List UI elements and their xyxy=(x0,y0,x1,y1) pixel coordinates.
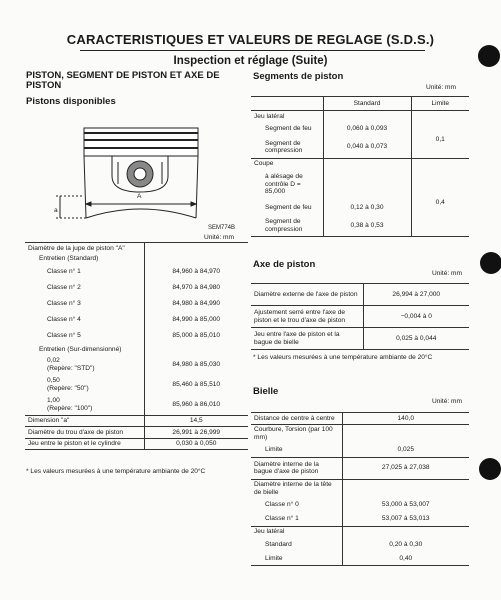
bielle-unit: Unité: mm xyxy=(432,398,463,405)
axe-row-3-value: 0,025 à 0,044 xyxy=(363,328,469,350)
classe-0-value: 53,000 à 53,007 xyxy=(342,498,469,512)
binder-hole-3 xyxy=(479,458,501,480)
title-rule xyxy=(80,50,425,51)
pistons-disponibles-title: Pistons disponibles xyxy=(26,96,116,107)
coupe-comp-value: 0,38 à 0,53 xyxy=(323,215,411,237)
classe-4-label: Classe n° 4 xyxy=(47,316,81,324)
oversize-2-sub: (Repère: "50") xyxy=(47,384,89,392)
piston-diagram xyxy=(40,118,240,233)
bielle-standard-value: 0,20 à 0,30 xyxy=(342,537,469,551)
oversize-2-label: 0,50 xyxy=(47,377,60,385)
classe-0-label: Classe n° 0 xyxy=(265,501,299,509)
bielle-standard-label: Standard xyxy=(265,540,292,548)
oversize-3-label: 1,00 xyxy=(47,397,60,405)
limite-2: 0,4 xyxy=(411,169,469,237)
classe-1-value: 84,960 à 84,970 xyxy=(144,264,248,280)
seg-comp-value: 0,040 à 0,073 xyxy=(323,137,411,159)
entretien-label: Entretien (Standard) xyxy=(39,255,99,263)
bielle-table xyxy=(251,412,469,566)
coupe-feu-label: Segment de feu xyxy=(265,203,312,211)
figure-code: SEM774B xyxy=(208,225,236,231)
binder-hole-2 xyxy=(480,252,501,274)
courbure-value: 0,025 xyxy=(342,443,469,458)
seg-comp-label: Segment de compression xyxy=(265,139,303,155)
bielle-classe-1-label: Classe n° 1 xyxy=(265,515,299,523)
axe-row-2-value: −0,004 à 0 xyxy=(363,306,469,328)
courbure-limite-label: Limite xyxy=(265,445,283,453)
coupe-feu-value: 0,12 à 0,30 xyxy=(323,200,411,215)
axe-table xyxy=(251,283,469,350)
classe-2-value: 84,970 à 84,980 xyxy=(144,280,248,296)
segments-table xyxy=(251,96,469,237)
courbure-label: Courbure, Torsion (par 100 mm) xyxy=(254,426,333,441)
pistons-table xyxy=(25,242,248,450)
classe-2-label: Classe n° 2 xyxy=(47,284,81,292)
bielle-title: Bielle xyxy=(253,386,279,397)
coupe-label: Coupe xyxy=(254,160,274,168)
page-title: CARACTERISTIQUES ET VALEURS DE REGLAGE (S.D.S.) xyxy=(66,32,435,47)
bielle-limite-label: Limite xyxy=(265,554,283,562)
axe-row-1-value: 26,994 à 27,000 xyxy=(363,284,469,306)
segments-unit: Unité: mm xyxy=(426,84,457,91)
oversize-1-sub: (Repère: "STD") xyxy=(47,364,95,372)
dimension-a-label: Dimension "a" xyxy=(28,417,70,425)
bielle-jeu-lateral-label: Jeu latéral xyxy=(254,528,285,536)
distance-label: Distance de centre à centre xyxy=(254,414,335,422)
diam-bague-value: 27,025 à 27,038 xyxy=(342,457,469,479)
bielle-limite-value: 0,40 xyxy=(342,551,469,566)
left-unit: Unité: mm xyxy=(204,234,235,241)
axe-row-1-label: Diamètre externe de l'axe de piston xyxy=(254,290,358,298)
classe-3-value: 84,980 à 84,990 xyxy=(144,296,248,312)
axe-title: Axe de piston xyxy=(253,259,316,270)
axe-note: * Les valeurs mesurées à une température ambiante de 20°C xyxy=(253,354,433,361)
row-diam-label: Diamètre de la jupe de piston "A" xyxy=(28,244,125,252)
col-limite: Limite xyxy=(411,97,469,111)
figure-label-A: A xyxy=(137,193,142,200)
axe-row-2-label: Ajustement serré entre l'axe de piston et le trou d'axe de piston xyxy=(254,308,346,324)
axe-unit: Unité: mm xyxy=(432,270,463,277)
diam-tete-label: Diamètre interne de la tête de bielle xyxy=(254,481,332,496)
coupe-comp-label: Segment de compression xyxy=(265,218,303,233)
page-subtitle: Inspection et réglage (Suite) xyxy=(173,55,328,67)
classe-5-label: Classe n° 5 xyxy=(47,332,81,340)
figure-label-a: a xyxy=(54,207,58,214)
trou-label: Diamètre du trou d'axe de piston xyxy=(28,428,124,436)
axe-row-3-label: Jeu entre l'axe de piston et la bague de bielle xyxy=(254,330,340,346)
seg-feu-value: 0,060 à 0,093 xyxy=(323,122,411,137)
jeu-lateral-label: Jeu latéral xyxy=(254,112,285,120)
diam-bague-label: Diamètre interne de la bague d'axe de piston xyxy=(254,460,319,476)
distance-value: 140,0 xyxy=(342,413,469,425)
oversize-1-value: 84,980 à 85,030 xyxy=(144,355,248,375)
oversize-1-label: 0,02 xyxy=(47,357,60,365)
oversize-2-value: 85,460 à 85,510 xyxy=(144,375,248,395)
left-note: * Les valeurs mesurées à une température ambiante de 20°C xyxy=(26,468,206,475)
trou-value: 26,991 à 26,999 xyxy=(144,427,248,439)
classe-4-value: 84,990 à 85,000 xyxy=(144,312,248,328)
alesage-label: à alésage de contrôle D = 85,000 xyxy=(265,173,303,196)
col-standard: Standard xyxy=(323,97,411,111)
entretien-sur-label: Entretien (Sur-dimensionné) xyxy=(39,345,122,353)
jeu-label: Jeu entre le piston et le cylindre xyxy=(28,440,121,448)
jeu-value: 0,030 à 0,050 xyxy=(144,438,248,450)
seg-feu-label: Segment de feu xyxy=(265,125,312,133)
classe-3-label: Classe n° 3 xyxy=(47,300,81,308)
segments-title: Segments de piston xyxy=(253,71,344,82)
classe-5-value: 85,000 à 85,010 xyxy=(144,328,248,344)
limite-1: 0,1 xyxy=(411,122,469,159)
oversize-3-sub: (Repère: "100") xyxy=(47,404,93,412)
section-title-piston: PISTON, SEGMENT DE PISTON ET AXE DE PISTON xyxy=(26,70,220,91)
oversize-3-value: 85,960 à 86,010 xyxy=(144,395,248,416)
bielle-classe-1-value: 53,007 à 53,013 xyxy=(342,512,469,527)
dimension-a-value: 14,5 xyxy=(144,415,248,427)
classe-1-label: Classe n° 1 xyxy=(47,268,81,276)
